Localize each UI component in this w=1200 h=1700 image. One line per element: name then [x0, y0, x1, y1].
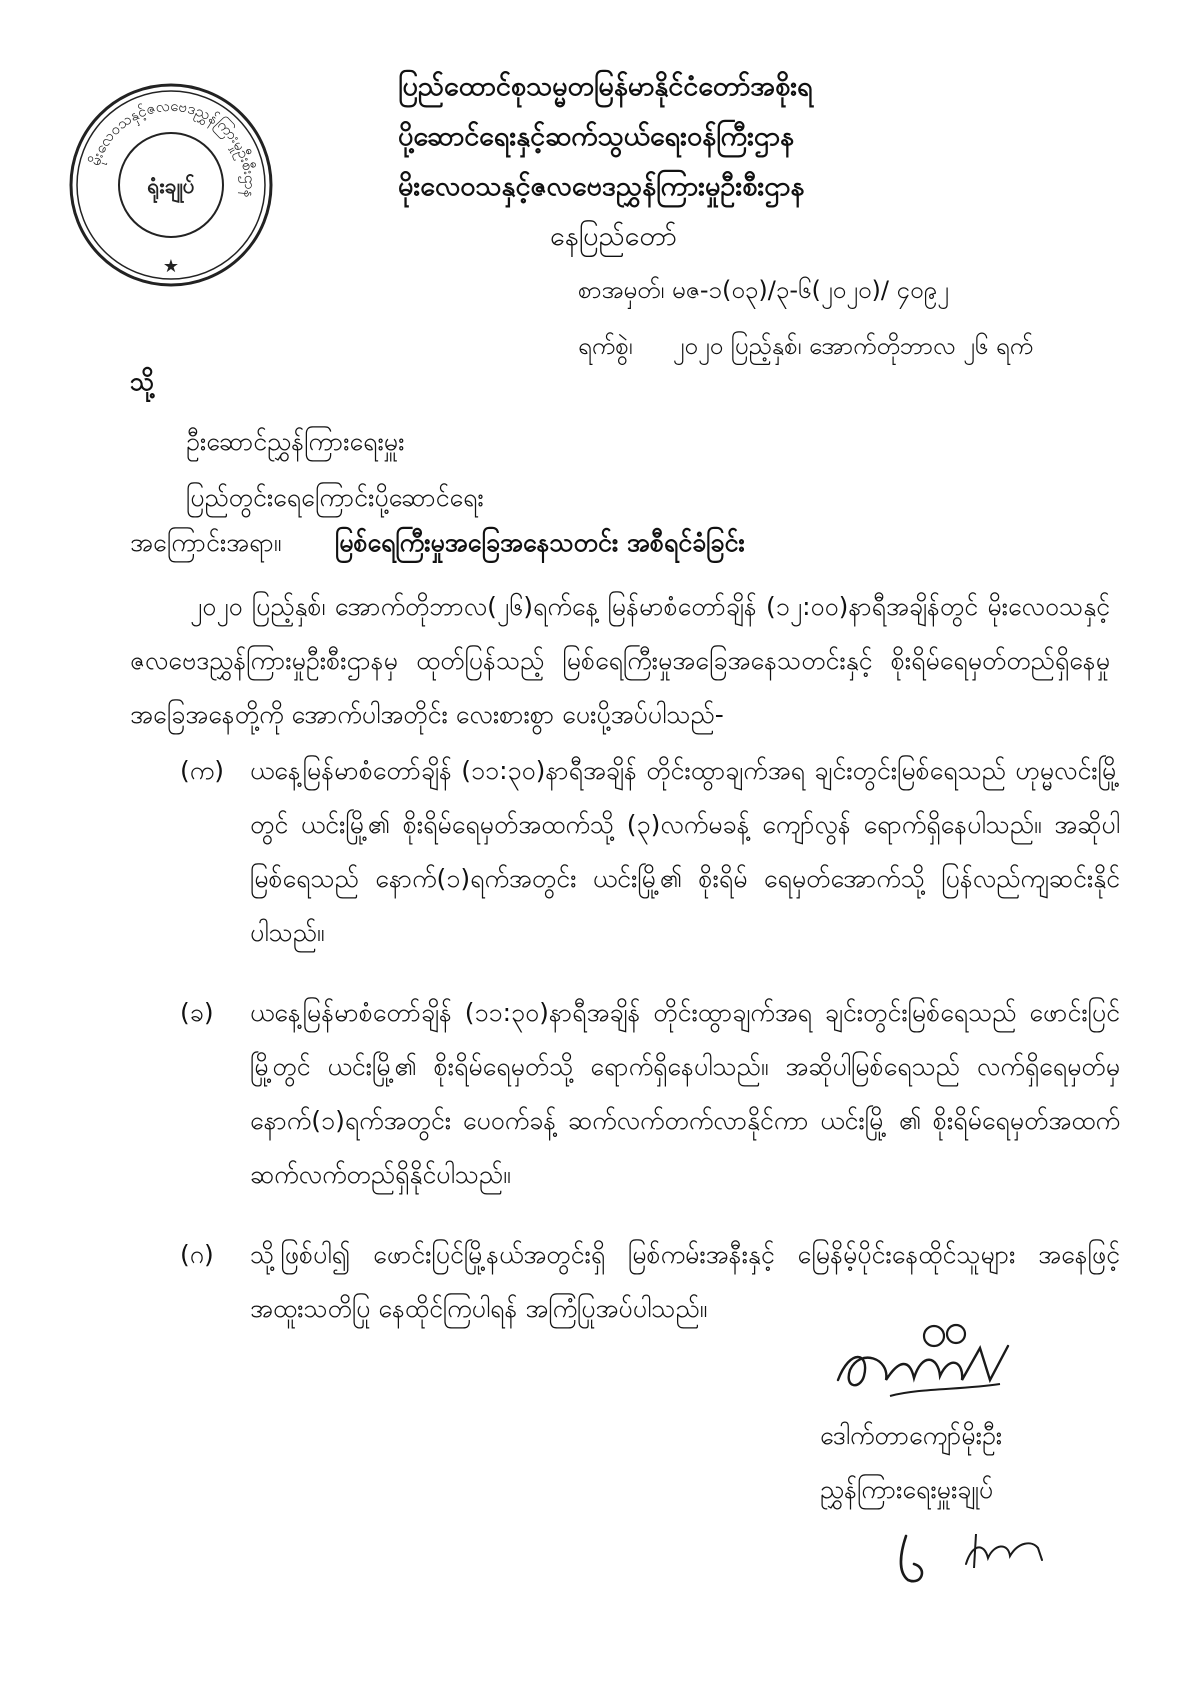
- subject-line: [130, 527, 745, 564]
- seal-graphic: [66, 80, 276, 290]
- recipient-label: သို့: [130, 367, 155, 396]
- intro-paragraph: ၂၀၂၀ ပြည့်နှစ်၊ အောက်တိုဘာလ(၂၆)ရက်နေ့ မြန်မာစံတော်ချိန် (၁၂:၀၀)နာရီအချိန်တွင် မိုးလေဝသနှင့် ဇလဗေဒညွှန်ကြားမှုဦးစီးဌာနမှ ထုတ်ပြန်သည့် မြစ်ရေကြီးမှုအခြေအနေသတင်းနှင့် စိုးရိမ်ရေမှတ်တည်ရှိနေမှု အခြေအနေတို့ကို အောက်ပါအတိုင်း လေးစားစွာ ပေးပို့အပ်ပါသည်-: [130, 592, 1110, 729]
- item-number: (ဂ): [180, 1240, 214, 1269]
- government-name: ပြည်ထောင်စုသမ္မတမြန်မာနိုင်ငံတော်အစိုးရ: [398, 71, 813, 102]
- handwritten-signature: [830, 1318, 1020, 1408]
- list-item: [130, 986, 1120, 1202]
- official-seal: [66, 80, 276, 290]
- letterhead: [398, 62, 998, 262]
- date-label: ရက်စွဲ၊: [578, 332, 633, 360]
- recipient-block: [186, 414, 484, 526]
- city-name: နေပြည်တော်: [550, 221, 677, 252]
- letter-number: စာအမှတ်၊ မဇ-၁(၀၃)/၃-၆(၂၀၂၀)/ ၄၀၉၂: [578, 276, 949, 304]
- handwritten-initials: [892, 1524, 1062, 1594]
- item-number: (ခ): [180, 998, 214, 1027]
- reference-block: [578, 262, 1033, 374]
- list-item: [130, 744, 1120, 960]
- signatory-name: ဒေါက်တာကျော်မိုးဦး: [820, 1421, 1003, 1450]
- item-text: သို့ဖြစ်ပါ၍ ဖောင်းပြင်မြို့နယ်အတွင်းရှိ မြစ်ကမ်းအနီးနှင့် မြေနိမ့်ပိုင်းနေထိုင်သူများ အနေဖြင့် အထူးသတိပြု နေထိုင်ကြပါရန် အကြံပြုအပ်ပါသည်။: [250, 1240, 1120, 1323]
- item-text: ယနေ့မြန်မာစံတော်ချိန် (၁၁:၃၀)နာရီအချိန် တိုင်းထွာချက်အရ ချင်းတွင်းမြစ်ရေသည် ဖောင်းပြင်မြို့တွင် ယင်းမြို့၏ စိုးရိမ်ရေမှတ်သို့ ရောက်ရှိနေပါသည်။ အဆိုပါမြစ်ရေသည် လက်ရှိရေမှတ်မှ နောက်(၁)ရက်အတွင်း ပေ၀က်ခန့် ဆက်လက်တက်လာနိုင်ကာ ယင်းမြို့ ၏ စိုးရိမ်ရေမှတ်အထက် ဆက်လက်တည်ရှိနိုင်ပါသည်။: [250, 998, 1120, 1189]
- item-text: ယနေ့မြန်မာစံတော်ချိန် (၁၁:၃၀)နာရီအချိန် တိုင်းထွာချက်အရ ချင်းတွင်းမြစ်ရေသည် ဟုမ္မလင်းမြို့တွင် ယင်းမြို့၏ စိုးရိမ်ရေမှတ်အထက်သို့ (၃)လက်မခန့် ကျော်လွန် ရောက်ရှိနေပါသည်။ အဆိုပါမြစ်ရေသည် နောက်(၁)ရက်အတွင်း ယင်းမြို့၏ စိုးရိမ် ရေမှတ်အောက်သို့ ပြန်လည်ကျဆင်းနိုင်ပါသည်။: [250, 756, 1120, 947]
- subject-label: အကြောင်းအရာ။: [130, 528, 282, 557]
- signatory-title: ညွှန်ကြားရေးမှူးချုပ်: [820, 1475, 994, 1504]
- signature-block: [820, 1318, 1120, 1638]
- letter-date: [578, 318, 1033, 374]
- seal-ring-text: မိုးလေဝသနှင့်ဇလဗေဒညွှန်ကြားမှုဦးစီးဌာန: [85, 96, 260, 199]
- seal-center-text: ရုံးချုပ်: [147, 174, 195, 198]
- department-name: မိုးလေဝသနှင့်ဇလဗေဒညွှန်ကြားမှုဦးစီးဌာန: [398, 171, 805, 202]
- date-value: ၂၀၂၀ ပြည့်နှစ်၊ အောက်တိုဘာလ ၂၆ ရက်: [672, 332, 1034, 360]
- recipient-office: ပြည်တွင်းရေကြောင်းပို့ဆောင်ရေး: [186, 483, 484, 512]
- item-number: (က): [180, 756, 224, 785]
- item-list: [130, 744, 1120, 1362]
- recipient-title: ဦးဆောင်ညွှန်ကြားရေးမှူး: [186, 427, 405, 456]
- subject-text: မြစ်ရေကြီးမှုအခြေအနေသတင်း အစီရင်ခံခြင်း: [335, 528, 745, 557]
- star-icon: ★: [162, 256, 180, 277]
- ministry-name: ပို့ဆောင်ရေးနှင့်ဆက်သွယ်ရေးဝန်ကြီးဌာန: [398, 121, 794, 152]
